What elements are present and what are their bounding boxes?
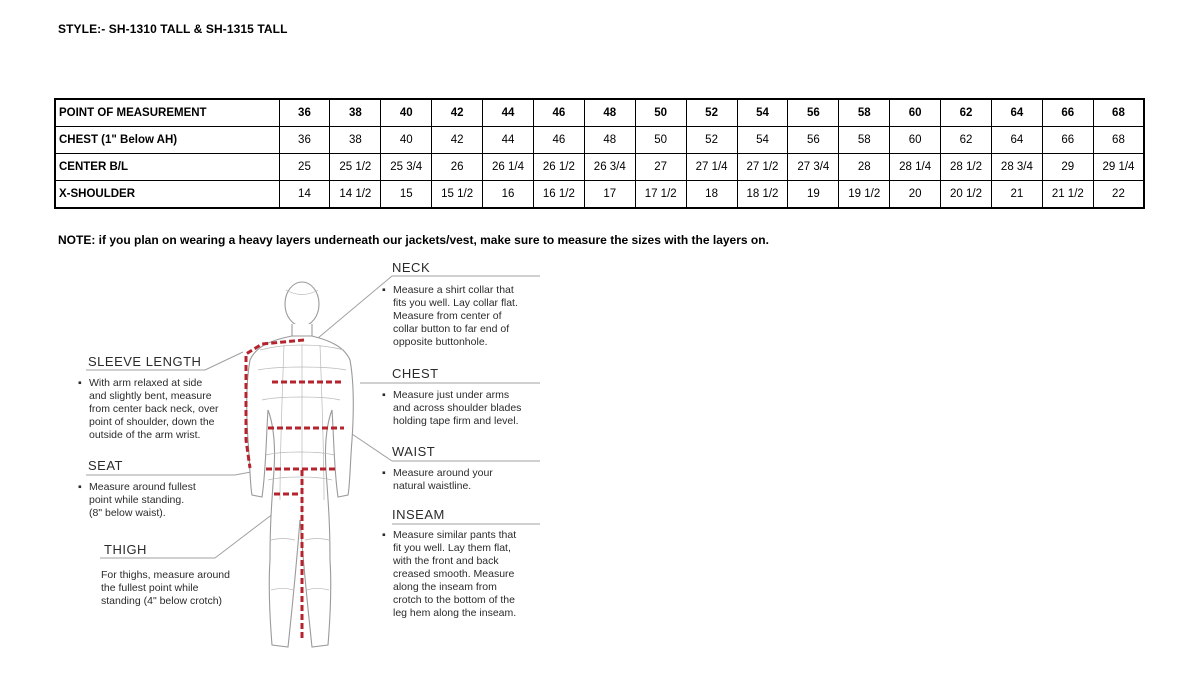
inseam-line-7: leg hem along the inseam. bbox=[393, 607, 517, 619]
table-cell: 48 bbox=[584, 127, 635, 154]
table-cell: 66 bbox=[1042, 99, 1093, 127]
table-cell: 36 bbox=[279, 99, 330, 127]
table-cell: 27 1/2 bbox=[737, 153, 788, 180]
seat-line-3: (8" below waist). bbox=[89, 507, 166, 519]
bullet-icon: ▪ bbox=[382, 389, 386, 401]
table-cell: 28 1/2 bbox=[941, 153, 992, 180]
table-cell: 60 bbox=[890, 127, 941, 154]
bullet-icon: ▪ bbox=[382, 467, 386, 479]
sleeve-line-2: and slightly bent, measure bbox=[89, 390, 212, 402]
table-cell: 52 bbox=[686, 127, 737, 154]
body-figure bbox=[247, 282, 354, 647]
table-cell: 52 bbox=[686, 99, 737, 127]
table-cell: 66 bbox=[1042, 127, 1093, 154]
table-cell: 56 bbox=[788, 99, 839, 127]
chest-line-2: and across shoulder blades bbox=[393, 402, 522, 414]
row-label-point-of-measurement: POINT OF MEASUREMENT bbox=[55, 99, 279, 127]
table-cell: 26 bbox=[432, 153, 483, 180]
table-cell: 42 bbox=[432, 99, 483, 127]
inseam-line-3: with the front and back bbox=[393, 555, 499, 567]
table-cell: 15 1/2 bbox=[432, 180, 483, 208]
table-cell: 22 bbox=[1093, 180, 1144, 208]
neck-line-2: fits you well. Lay collar flat. bbox=[393, 297, 518, 309]
table-cell: 20 bbox=[890, 180, 941, 208]
table-cell: 46 bbox=[533, 99, 584, 127]
table-cell: 17 bbox=[584, 180, 635, 208]
table-cell: 38 bbox=[330, 127, 381, 154]
table-cell: 26 3/4 bbox=[584, 153, 635, 180]
table-cell: 54 bbox=[737, 127, 788, 154]
table-cell: 62 bbox=[941, 127, 992, 154]
neck-line-3: Measure from center of bbox=[393, 310, 502, 322]
table-cell: 25 1/2 bbox=[330, 153, 381, 180]
inseam-title: INSEAM bbox=[392, 507, 445, 522]
bullet-icon: ▪ bbox=[78, 481, 82, 493]
table-cell: 40 bbox=[381, 127, 432, 154]
row-label-center-bl: CENTER B/L bbox=[55, 153, 279, 180]
table-cell: 68 bbox=[1093, 99, 1144, 127]
waist-title: WAIST bbox=[392, 444, 436, 459]
table-cell: 26 1/2 bbox=[533, 153, 584, 180]
table-cell: 54 bbox=[737, 99, 788, 127]
table-cell: 27 3/4 bbox=[788, 153, 839, 180]
thigh-title: THIGH bbox=[104, 542, 147, 557]
row-label-x-shoulder: X-SHOULDER bbox=[55, 180, 279, 208]
table-cell: 29 bbox=[1042, 153, 1093, 180]
thigh-line-2: the fullest point while bbox=[101, 582, 199, 594]
inseam-line-4: creased smooth. Measure bbox=[393, 568, 515, 580]
table-cell: 16 1/2 bbox=[533, 180, 584, 208]
table-cell: 20 1/2 bbox=[941, 180, 992, 208]
sleeve-line-5: outside of the arm wrist. bbox=[89, 429, 201, 441]
table-cell: 27 1/4 bbox=[686, 153, 737, 180]
table-cell: 19 bbox=[788, 180, 839, 208]
table-cell: 58 bbox=[839, 99, 890, 127]
table-cell: 60 bbox=[890, 99, 941, 127]
table-cell: 36 bbox=[279, 127, 330, 154]
table-cell: 44 bbox=[483, 99, 534, 127]
table-cell: 25 3/4 bbox=[381, 153, 432, 180]
seat-line-1: Measure around fullest bbox=[89, 481, 196, 493]
thigh-line-3: standing (4" below crotch) bbox=[101, 595, 223, 607]
table-cell: 44 bbox=[483, 127, 534, 154]
sleeve-length-title: SLEEVE LENGTH bbox=[88, 354, 202, 369]
table-cell: 25 bbox=[279, 153, 330, 180]
table-cell: 26 1/4 bbox=[483, 153, 534, 180]
chest-line-1: Measure just under arms bbox=[393, 389, 510, 401]
table-cell: 14 bbox=[279, 180, 330, 208]
inseam-line-5: along the inseam from bbox=[393, 581, 497, 593]
table-cell: 68 bbox=[1093, 127, 1144, 154]
waist-line-1: Measure around your bbox=[393, 467, 493, 479]
table-cell: 19 1/2 bbox=[839, 180, 890, 208]
inseam-line-1: Measure similar pants that bbox=[393, 529, 517, 541]
table-cell: 64 bbox=[991, 99, 1042, 127]
table-cell: 29 1/4 bbox=[1093, 153, 1144, 180]
neck-line-4: collar button to far end of bbox=[393, 323, 510, 335]
table-cell: 38 bbox=[330, 99, 381, 127]
inseam-line-2: fit you well. Lay them flat, bbox=[393, 542, 511, 554]
neck-line-1: Measure a shirt collar that bbox=[393, 284, 514, 296]
table-cell: 64 bbox=[991, 127, 1042, 154]
row-label-chest: CHEST (1" Below AH) bbox=[55, 127, 279, 154]
waist-line-2: natural waistline. bbox=[393, 480, 472, 492]
inseam-line-6: crotch to the bottom of the bbox=[393, 594, 515, 606]
table-cell: 16 bbox=[483, 180, 534, 208]
thigh-line-1: For thighs, measure around bbox=[101, 569, 230, 581]
table-cell: 62 bbox=[941, 99, 992, 127]
chest-title: CHEST bbox=[392, 366, 439, 381]
table-cell: 27 bbox=[635, 153, 686, 180]
sleeve-line-3: from center back neck, over bbox=[89, 403, 219, 415]
table-cell: 50 bbox=[635, 127, 686, 154]
table-cell: 15 bbox=[381, 180, 432, 208]
sleeve-line-4: point of shoulder, down the bbox=[89, 416, 215, 428]
bullet-icon: ▪ bbox=[382, 529, 386, 541]
table-cell: 28 1/4 bbox=[890, 153, 941, 180]
table-cell: 21 1/2 bbox=[1042, 180, 1093, 208]
layering-note: NOTE: if you plan on wearing a heavy layers underneath our jackets/vest, make sure to measure the sizes with the layers on. bbox=[58, 233, 769, 247]
table-cell: 58 bbox=[839, 127, 890, 154]
table-cell: 18 1/2 bbox=[737, 180, 788, 208]
neck-title: NECK bbox=[392, 260, 431, 275]
table-cell: 50 bbox=[635, 99, 686, 127]
seat-title: SEAT bbox=[88, 458, 123, 473]
neck-line-5: opposite buttonhole. bbox=[393, 336, 488, 348]
bullet-icon: ▪ bbox=[382, 284, 386, 296]
bullet-icon: ▪ bbox=[78, 377, 82, 389]
table-cell: 46 bbox=[533, 127, 584, 154]
seat-line-2: point while standing. bbox=[89, 494, 185, 506]
table-cell: 56 bbox=[788, 127, 839, 154]
table-cell: 42 bbox=[432, 127, 483, 154]
table-cell: 21 bbox=[991, 180, 1042, 208]
table-cell: 14 1/2 bbox=[330, 180, 381, 208]
table-cell: 17 1/2 bbox=[635, 180, 686, 208]
table-cell: 28 bbox=[839, 153, 890, 180]
table-cell: 48 bbox=[584, 99, 635, 127]
chest-line-3: holding tape firm and level. bbox=[393, 415, 519, 427]
table-cell: 28 3/4 bbox=[991, 153, 1042, 180]
sleeve-line-1: With arm relaxed at side bbox=[89, 377, 203, 389]
style-title: STYLE:- SH-1310 TALL & SH-1315 TALL bbox=[58, 22, 288, 36]
table-cell: 18 bbox=[686, 180, 737, 208]
table-cell: 40 bbox=[381, 99, 432, 127]
